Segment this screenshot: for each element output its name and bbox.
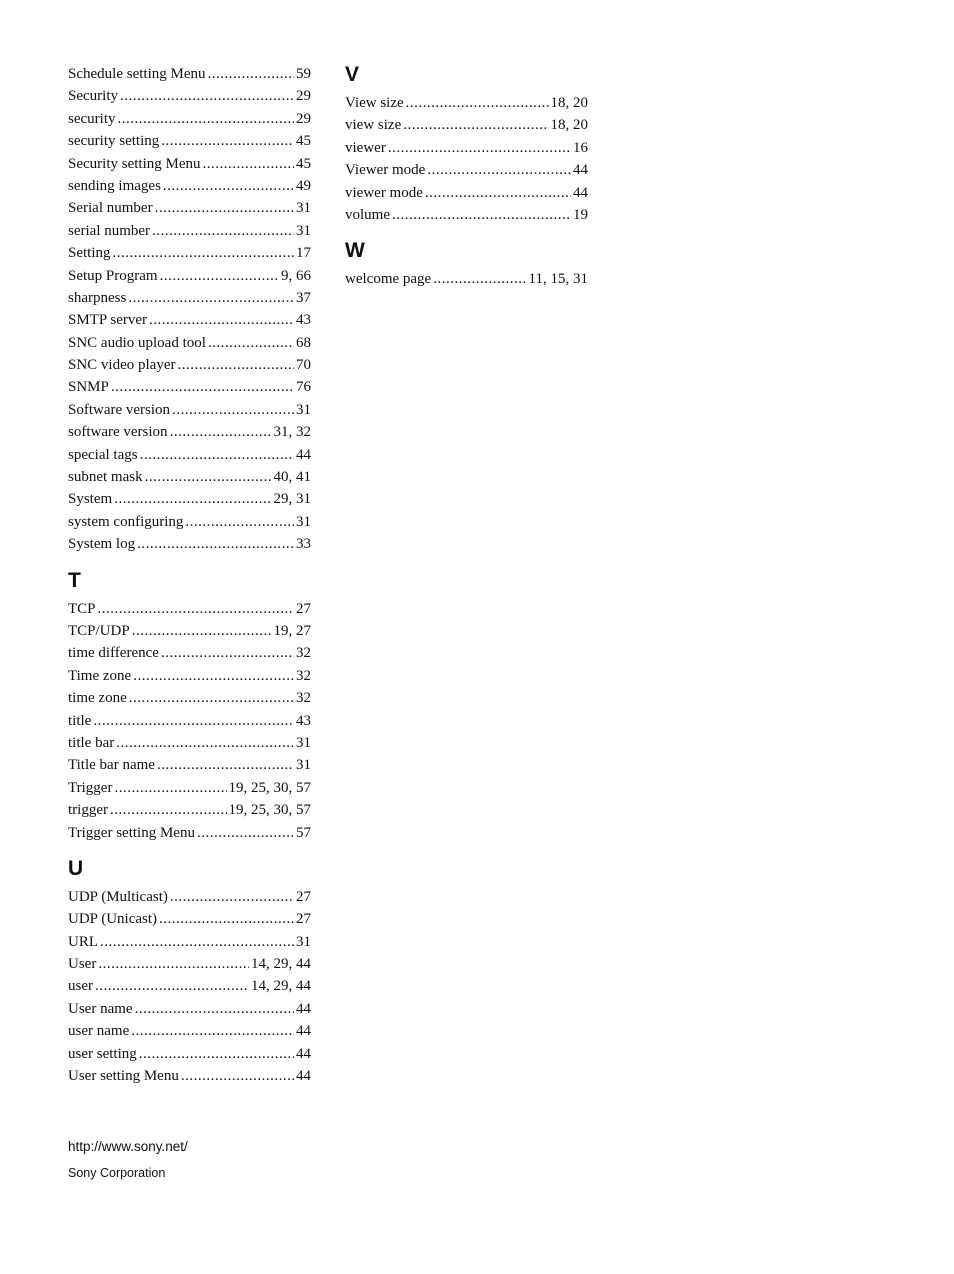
index-page-numbers: 18, 20 — [550, 95, 588, 111]
index-term: Setup Program — [68, 267, 158, 284]
index-term: SNC video player — [68, 357, 176, 374]
section-letter-heading: T — [68, 568, 81, 592]
dot-leader — [98, 953, 249, 975]
index-entry — [68, 466, 311, 488]
index-entry — [68, 754, 311, 776]
index-term: Setting — [68, 245, 111, 262]
section-letter-heading: U — [68, 856, 84, 880]
index-page-numbers: 49 — [296, 177, 311, 194]
index-term: time difference — [68, 645, 159, 662]
index-page-numbers: 44 — [296, 1023, 311, 1040]
index-entry — [68, 85, 311, 107]
dot-leader — [149, 309, 294, 331]
dot-leader — [137, 533, 294, 555]
index-term: sharpness — [68, 289, 127, 306]
index-term: view size — [345, 117, 402, 134]
index-entry — [68, 108, 311, 130]
index-entry — [68, 777, 311, 799]
index-entry — [68, 220, 311, 242]
dot-leader — [98, 598, 294, 620]
index-page-numbers: 43 — [296, 312, 311, 329]
dot-leader — [152, 220, 294, 242]
index-page-numbers: 57 — [296, 824, 311, 841]
index-term: Viewer mode — [345, 162, 426, 179]
index-term: Serial number — [68, 200, 153, 217]
index-term: Security — [68, 88, 118, 105]
index-term: View size — [345, 95, 404, 111]
index-entry — [68, 175, 311, 197]
index-page-numbers: 44 — [573, 162, 588, 179]
dot-leader — [159, 908, 294, 930]
index-term: system configuring — [68, 513, 184, 530]
index-term: Trigger setting Menu — [68, 824, 195, 841]
index-term: title — [68, 712, 92, 729]
dot-leader — [161, 642, 294, 664]
index-page-numbers: 31 — [296, 222, 311, 239]
dot-leader — [433, 268, 526, 290]
index-entry — [68, 399, 311, 421]
index-page-numbers: 37 — [296, 289, 311, 306]
index-entry — [68, 998, 311, 1020]
index-page-numbers: 45 — [296, 155, 311, 172]
index-page-numbers: 17 — [296, 245, 311, 262]
index-entry — [68, 908, 311, 930]
index-entry — [68, 354, 311, 376]
index-entry — [68, 511, 311, 533]
index-entry — [68, 975, 311, 997]
index-section-w — [345, 238, 588, 290]
index-term: SNMP — [68, 379, 109, 396]
index-page-numbers: 44 — [296, 446, 311, 463]
index-entry — [345, 114, 588, 136]
index-page-numbers: 70 — [296, 357, 311, 374]
index-page-numbers: 32 — [296, 690, 311, 707]
dot-leader — [403, 114, 548, 136]
index-page-numbers: 44 — [296, 1045, 311, 1062]
index-entry — [68, 598, 311, 620]
index-page-numbers: 45 — [296, 133, 311, 150]
index-page-numbers: 32 — [296, 645, 311, 662]
index-section-t — [68, 568, 311, 844]
index-entry — [68, 421, 311, 443]
section-letter-heading: V — [345, 63, 360, 86]
index-page-numbers: 31 — [296, 200, 311, 217]
index-entry-list — [68, 886, 311, 1088]
index-term: time zone — [68, 690, 127, 707]
index-term: trigger — [68, 802, 108, 819]
dot-leader — [114, 777, 226, 799]
dot-leader — [95, 975, 249, 997]
dot-leader — [177, 354, 294, 376]
index-page-numbers: 19 — [573, 206, 588, 223]
index-page-numbers: 43 — [296, 712, 311, 729]
index-entry — [68, 732, 311, 754]
dot-leader — [181, 1065, 294, 1087]
index-term: Trigger — [68, 779, 113, 796]
index-term: System log — [68, 536, 136, 553]
index-page-numbers: 19, 25, 30, 57 — [228, 779, 311, 796]
index-page-numbers: 27 — [296, 911, 311, 928]
index-term: TCP/UDP — [68, 622, 130, 639]
index-entry — [68, 620, 311, 642]
index-entry — [68, 287, 311, 309]
dot-leader — [208, 332, 294, 354]
index-entry — [68, 533, 311, 555]
dot-leader — [161, 130, 294, 152]
index-column-left — [68, 62, 311, 1099]
index-term: SNC audio upload tool — [68, 334, 206, 351]
index-term: Title bar name — [68, 757, 155, 774]
dot-leader — [113, 242, 294, 264]
index-entry — [68, 197, 311, 219]
dot-leader — [170, 886, 294, 908]
index-entry — [68, 687, 311, 709]
dot-leader — [111, 376, 294, 398]
index-entry — [68, 130, 311, 152]
index-page-numbers: 31 — [296, 401, 311, 418]
index-entry — [68, 1043, 311, 1065]
index-term: User name — [68, 1000, 133, 1017]
index-page-numbers: 59 — [296, 66, 311, 82]
index-entry — [68, 710, 311, 732]
index-term: special tags — [68, 446, 138, 463]
index-page-numbers: 19, 25, 30, 57 — [228, 802, 311, 819]
dot-leader — [392, 204, 571, 226]
index-entry — [68, 63, 311, 85]
index-entry — [68, 886, 311, 908]
index-entry — [345, 159, 588, 181]
index-page-numbers: 14, 29, 44 — [251, 978, 311, 995]
index-entry — [68, 953, 311, 975]
index-entry — [68, 1020, 311, 1042]
dot-leader — [128, 287, 294, 309]
index-page-numbers: 29, 31 — [273, 491, 311, 508]
index-term: viewer — [345, 139, 386, 156]
index-term: subnet mask — [68, 469, 143, 486]
index-term: UDP (Unicast) — [68, 911, 158, 928]
index-entry — [68, 799, 311, 821]
index-page-numbers: 14, 29, 44 — [251, 956, 311, 973]
dot-leader — [120, 85, 294, 107]
dot-leader — [140, 444, 294, 466]
dot-leader — [425, 182, 571, 204]
dot-leader — [155, 197, 294, 219]
index-entry — [68, 822, 311, 844]
dot-leader — [157, 754, 294, 776]
dot-leader — [172, 399, 294, 421]
dot-leader — [116, 732, 294, 754]
dot-leader — [427, 159, 571, 181]
dot-leader — [100, 931, 294, 953]
index-page-numbers: 27 — [296, 600, 311, 617]
index-entry — [345, 92, 588, 114]
index-page-numbers: 27 — [296, 888, 311, 905]
index-entry — [68, 332, 311, 354]
index-page-numbers: 44 — [573, 184, 588, 201]
index-page-numbers: 31 — [296, 757, 311, 774]
index-entry-list — [345, 268, 588, 290]
index-entry — [68, 265, 311, 287]
dot-leader — [197, 822, 294, 844]
index-page-numbers: 68 — [296, 334, 311, 351]
dot-leader — [145, 466, 272, 488]
index-section-v — [345, 62, 588, 226]
index-term: TCP — [68, 600, 96, 617]
index-term: user setting — [68, 1045, 137, 1062]
footer-url[interactable]: http://www.sony.net/ — [68, 1139, 188, 1154]
index-term: volume — [345, 206, 390, 223]
dot-leader — [117, 108, 294, 130]
dot-leader — [93, 710, 294, 732]
index-term: viewer mode — [345, 184, 423, 201]
index-term: Software version — [68, 401, 171, 418]
dot-leader — [185, 511, 294, 533]
index-page-numbers: 40, 41 — [273, 469, 311, 486]
index-page-numbers: 9, 66 — [281, 267, 311, 284]
section-letter-heading: W — [345, 239, 365, 263]
index-entry-list — [345, 92, 588, 226]
dot-leader — [135, 998, 294, 1020]
index-page-numbers: 44 — [296, 1068, 311, 1085]
index-page-numbers: 32 — [296, 667, 311, 684]
dot-leader — [110, 799, 227, 821]
index-term: security — [68, 110, 116, 127]
index-entry — [68, 642, 311, 664]
footer-company: Sony Corporation — [68, 1166, 166, 1180]
index-entry — [68, 153, 311, 175]
index-term: welcome page — [345, 271, 432, 288]
index-entry — [68, 665, 311, 687]
index-term: UDP (Multicast) — [68, 888, 168, 905]
dot-leader — [163, 175, 294, 197]
index-term: software version — [68, 424, 168, 441]
index-page-numbers: 31 — [296, 734, 311, 751]
index-term: User setting Menu — [68, 1068, 179, 1085]
index-page-numbers: 31, 32 — [273, 424, 311, 441]
dot-leader — [131, 1020, 294, 1042]
index-term: URL — [68, 933, 98, 950]
index-entry — [345, 137, 588, 159]
index-term: Security setting Menu — [68, 155, 201, 172]
index-term: System — [68, 491, 113, 508]
dot-leader — [114, 488, 271, 510]
dot-leader — [406, 92, 549, 114]
index-term: SMTP server — [68, 312, 148, 329]
index-entry — [68, 242, 311, 264]
index-entry — [68, 444, 311, 466]
dot-leader — [132, 620, 272, 642]
dot-leader — [170, 421, 272, 443]
index-page-numbers: 11, 15, 31 — [528, 271, 588, 288]
index-page-numbers: 19, 27 — [273, 622, 311, 639]
index-term: Time zone — [68, 667, 132, 684]
index-term: Schedule setting Menu — [68, 66, 206, 82]
index-term: serial number — [68, 222, 151, 239]
dot-leader — [388, 137, 571, 159]
index-term: title bar — [68, 734, 115, 751]
index-term: sending images — [68, 177, 161, 194]
index-page-numbers: 31 — [296, 513, 311, 530]
index-page-numbers: 76 — [296, 379, 311, 396]
index-entry — [68, 931, 311, 953]
dot-leader — [133, 665, 294, 687]
index-page-numbers: 29 — [296, 110, 311, 127]
index-entry — [345, 204, 588, 226]
index-entry-list — [68, 598, 311, 844]
index-term: security setting — [68, 133, 160, 150]
index-column-right — [345, 62, 588, 303]
index-page-numbers: 31 — [296, 933, 311, 950]
dot-leader — [129, 687, 294, 709]
index-page-numbers: 29 — [296, 88, 311, 105]
dot-leader — [160, 265, 279, 287]
index-page-numbers: 18, 20 — [550, 117, 588, 134]
index-section-s-continued — [68, 63, 311, 556]
index-term: user — [68, 978, 93, 995]
index-term: user name — [68, 1023, 130, 1040]
dot-leader — [202, 153, 294, 175]
index-page-numbers: 33 — [296, 536, 311, 553]
index-entry — [345, 182, 588, 204]
index-section-u — [68, 856, 311, 1088]
index-term: User — [68, 956, 97, 973]
dot-leader — [207, 63, 294, 85]
index-page-numbers: 44 — [296, 1000, 311, 1017]
index-entry — [68, 376, 311, 398]
index-entry — [345, 268, 588, 290]
index-page-numbers: 16 — [573, 139, 588, 156]
dot-leader — [139, 1043, 294, 1065]
index-entry — [68, 309, 311, 331]
index-entry — [68, 488, 311, 510]
index-entry — [68, 1065, 311, 1087]
